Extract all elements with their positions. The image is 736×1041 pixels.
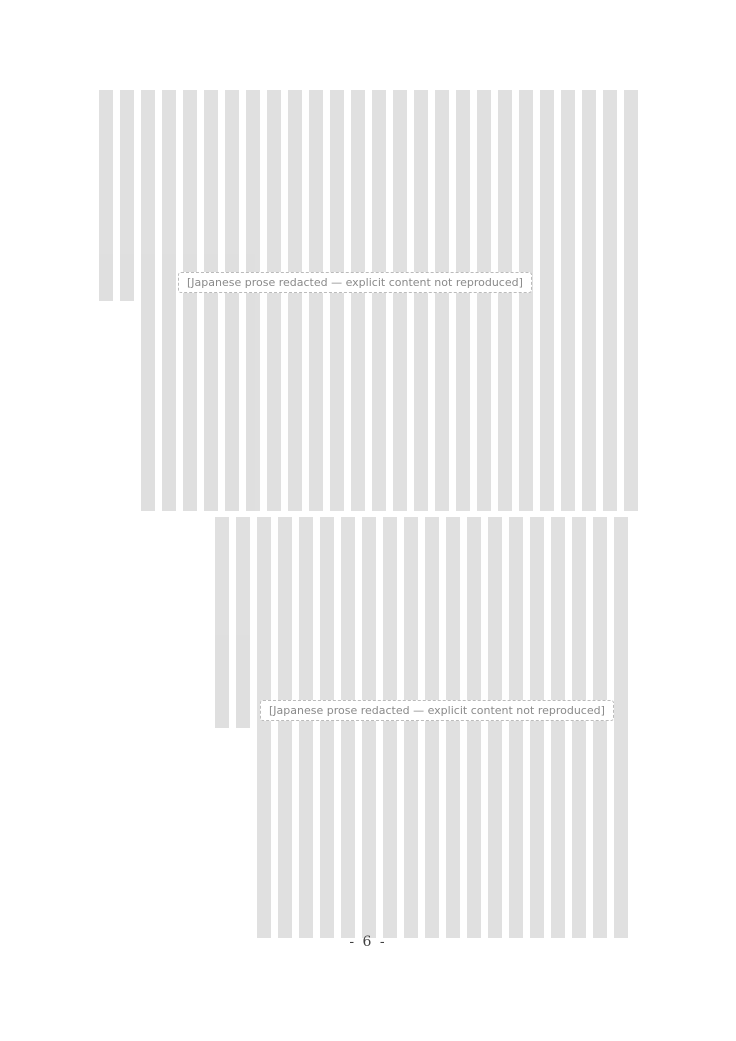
top-text-block-redacted xyxy=(95,90,641,511)
bottom-block-redaction-note: [Japanese prose redacted — explicit content not reproduced] xyxy=(260,700,614,721)
column-fade xyxy=(211,728,253,938)
bottom-text-block-redacted xyxy=(211,517,631,938)
top-block-redaction-note: [Japanese prose redacted — explicit content not reproduced] xyxy=(178,272,532,293)
column-fade xyxy=(95,301,137,511)
page-number: - 6 - xyxy=(349,934,387,950)
